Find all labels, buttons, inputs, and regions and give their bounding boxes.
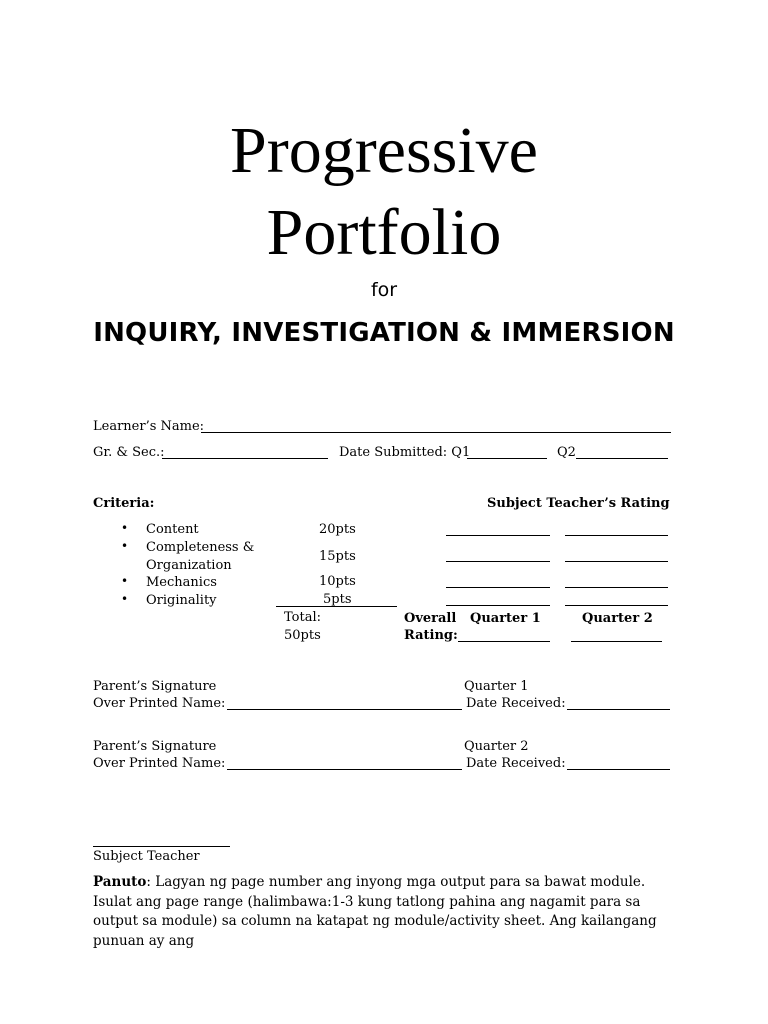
q2-line — [576, 458, 668, 459]
parent-signature-label: Parent’s Signature — [93, 739, 217, 754]
q2-rating-line — [565, 561, 668, 562]
total-points: 50pts — [284, 628, 321, 643]
q1-rating-line — [446, 605, 550, 606]
q2-rating-line — [565, 535, 668, 536]
date-received-line — [567, 709, 670, 710]
title-line-1: Progressive — [230, 114, 538, 187]
criteria-item-label: Content — [146, 522, 199, 537]
bullet-icon: • — [121, 592, 129, 606]
quarter2-label: Quarter 2 — [582, 611, 653, 626]
q2-rating-line — [565, 587, 668, 588]
total-rule — [276, 606, 397, 607]
rating-heading: Subject Teacher’s Rating — [487, 496, 670, 511]
instructions-paragraph — [93, 873, 678, 951]
q1-rating-line — [446, 587, 550, 588]
criteria-item-label: Mechanics — [146, 575, 217, 590]
instructions-text: : Lagyan ng page number ang inyong mga output para sa bawat module. Isulat ang page range (halimbawa:1-3 kung tatlong pahina ang nagamit para sa output sa module) sa column na katapat ng module/activity sheet. Ang kailangang punuan ay ang — [93, 874, 657, 949]
date-received-line — [567, 769, 670, 770]
printed-name-label: Over Printed Name: — [93, 756, 226, 771]
quarter1-label: Quarter 1 — [470, 611, 541, 626]
criteria-item-points: 20pts — [319, 522, 356, 537]
overall-label: Overall — [404, 611, 457, 626]
criteria-item-points: 15pts — [319, 549, 356, 564]
for-text: for — [370, 279, 398, 301]
bullet-icon: • — [121, 521, 129, 535]
overall-q1-line — [458, 641, 550, 642]
criteria-item-label: Completeness & — [146, 540, 255, 555]
rating-label: Rating: — [404, 628, 458, 643]
criteria-item-points: 10pts — [319, 574, 356, 589]
bullet-icon: • — [121, 574, 129, 588]
printed-name-line — [227, 769, 462, 770]
criteria-item-points: 5pts — [323, 592, 352, 607]
printed-name-line — [227, 709, 462, 710]
signature-quarter-label: Quarter 1 — [464, 679, 529, 694]
criteria-item-label: Originality — [146, 593, 217, 608]
gr-sec-label: Gr. & Sec.: — [93, 445, 165, 460]
q2-rating-line — [565, 605, 668, 606]
criteria-item-label-cont: Organization — [146, 558, 232, 573]
learners-name-label: Learner’s Name: — [93, 419, 205, 434]
bullet-icon: • — [121, 539, 129, 553]
overall-q2-line — [571, 641, 662, 642]
total-label: Total: — [284, 610, 322, 625]
instructions-label: Panuto — [93, 874, 147, 890]
subject-heading: INQUIRY, INVESTIGATION & IMMERSION — [93, 318, 675, 348]
date-received-label: Date Received: — [466, 756, 566, 771]
learners-name-line — [201, 432, 671, 433]
parent-signature-label: Parent’s Signature — [93, 679, 217, 694]
title-line-2: Portfolio — [266, 196, 502, 269]
teacher-signature-line — [93, 846, 230, 847]
q1-line — [467, 458, 547, 459]
q1-rating-line — [446, 535, 550, 536]
gr-sec-line — [162, 458, 328, 459]
date-received-label: Date Received: — [466, 696, 566, 711]
signature-quarter-label: Quarter 2 — [464, 739, 529, 754]
subject-teacher-label: Subject Teacher — [93, 849, 200, 864]
printed-name-label: Over Printed Name: — [93, 696, 226, 711]
q1-rating-line — [446, 561, 550, 562]
date-submitted-q1-label: Date Submitted: Q1 — [339, 445, 471, 460]
criteria-heading: Criteria: — [93, 496, 155, 511]
q2-label: Q2 — [557, 445, 576, 460]
